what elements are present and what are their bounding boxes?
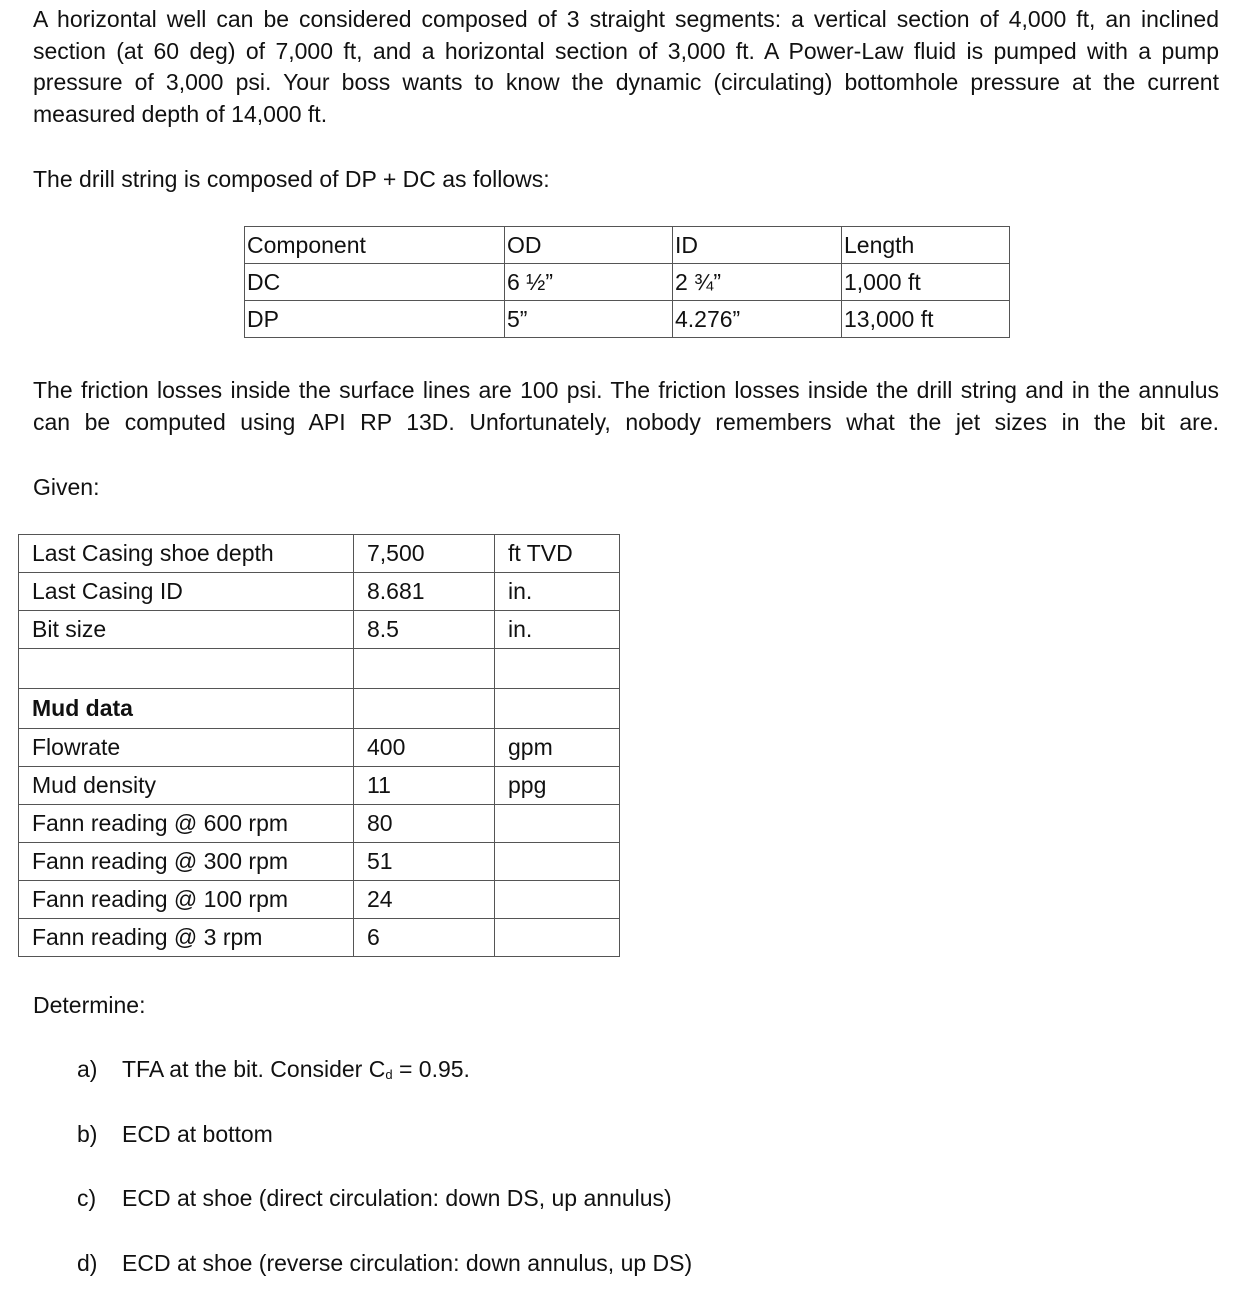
- cell-value: 24: [354, 881, 495, 919]
- cell-value: 6: [354, 919, 495, 957]
- table-row: [19, 805, 620, 843]
- question-text-end: = 0.95.: [392, 1056, 470, 1082]
- cell-label: Fann reading @ 100 rpm: [19, 881, 354, 919]
- question-label: b): [77, 1121, 98, 1147]
- cell-label: Flowrate: [19, 729, 354, 767]
- question-c: [77, 1185, 672, 1212]
- question-text: ECD at shoe (direct circulation: down DS, up annulus): [122, 1185, 672, 1211]
- cell-label: Mud density: [19, 767, 354, 805]
- cell-unit: gpm: [495, 729, 620, 767]
- table-row: [19, 919, 620, 957]
- cell-od: 6 ½”: [505, 264, 673, 301]
- given-label: Given:: [33, 474, 100, 500]
- question-text: ECD at bottom: [122, 1121, 273, 1147]
- cell-label: Bit size: [19, 611, 354, 649]
- table-row: [19, 689, 620, 729]
- table-row: [19, 611, 620, 649]
- cell-unit: [495, 649, 620, 689]
- table-row: [245, 301, 1010, 338]
- question-label: c): [77, 1185, 97, 1211]
- cell-label: [19, 649, 354, 689]
- section-heading: [19, 689, 354, 729]
- cell-value: [354, 649, 495, 689]
- question-text: TFA at the bit. Consider C: [122, 1056, 386, 1082]
- cell-value: 8.5: [354, 611, 495, 649]
- cell-id: 4.276”: [673, 301, 842, 338]
- cell-unit: [495, 689, 620, 729]
- cell-unit: [495, 843, 620, 881]
- cell-component: DP: [245, 301, 505, 338]
- cell-value: 7,500: [354, 535, 495, 573]
- table-row: [19, 729, 620, 767]
- cell-value: 8.681: [354, 573, 495, 611]
- table-row: [19, 649, 620, 689]
- cell-value: 400: [354, 729, 495, 767]
- header-id: ID: [673, 227, 842, 264]
- cell-label: Fann reading @ 600 rpm: [19, 805, 354, 843]
- cell-length: 13,000 ft: [842, 301, 1010, 338]
- given-data-table: [18, 534, 620, 957]
- cell-unit: [495, 881, 620, 919]
- drill-string-table: [244, 226, 1010, 338]
- friction-paragraph: The friction losses inside the surface lines are 100 psi. The friction losses inside the drill string and in the annulus can be computed using API RP 13D. Unfortunately, nobody remembers what the jet sizes in the bit are.: [33, 377, 1219, 435]
- cell-unit: in.: [495, 573, 620, 611]
- cell-value: 80: [354, 805, 495, 843]
- table-row: [19, 573, 620, 611]
- question-label: a): [77, 1056, 98, 1082]
- cell-value: 51: [354, 843, 495, 881]
- cell-unit: ft TVD: [495, 535, 620, 573]
- header-od: OD: [505, 227, 673, 264]
- cell-id: 2 ¾”: [673, 264, 842, 301]
- header-length: Length: [842, 227, 1010, 264]
- subscript-d: d: [385, 1067, 393, 1082]
- cell-unit: ppg: [495, 767, 620, 805]
- table-header-row: [245, 227, 1010, 264]
- question-label: d): [77, 1250, 98, 1276]
- cell-label: Last Casing ID: [19, 573, 354, 611]
- table-row: [19, 535, 620, 573]
- table-row: [19, 881, 620, 919]
- question-d: [77, 1250, 692, 1277]
- mud-data-heading: Mud data: [32, 695, 133, 721]
- cell-length: 1,000 ft: [842, 264, 1010, 301]
- cell-unit: in.: [495, 611, 620, 649]
- cell-label: Fann reading @ 300 rpm: [19, 843, 354, 881]
- table-row: [19, 767, 620, 805]
- header-component: Component: [245, 227, 505, 264]
- cell-value: [354, 689, 495, 729]
- problem-intro: A horizontal well can be considered composed of 3 straight segments: a vertical section of 4,000 ft, an inclined section (at 60 deg) of 7,000 ft, and a horizontal section of 3,000 ft. A Power-Law fluid is pumped with a pump pressure of 3,000 psi. Your boss wants to know the dynamic (circulating) bottomhole pressure at the current measured depth of 14,000 ft.: [33, 6, 1219, 127]
- cell-label: Last Casing shoe depth: [19, 535, 354, 573]
- cell-od: 5”: [505, 301, 673, 338]
- table-row: [245, 264, 1010, 301]
- determine-label: Determine:: [33, 992, 146, 1018]
- table-row: [19, 843, 620, 881]
- question-text: ECD at shoe (reverse circulation: down annulus, up DS): [122, 1250, 693, 1276]
- question-b: [77, 1121, 273, 1148]
- question-a: [77, 1056, 470, 1083]
- cell-unit: [495, 805, 620, 843]
- drill-string-intro: The drill string is composed of DP + DC as follows:: [33, 166, 550, 192]
- cell-unit: [495, 919, 620, 957]
- cell-value: 11: [354, 767, 495, 805]
- cell-label: Fann reading @ 3 rpm: [19, 919, 354, 957]
- cell-component: DC: [245, 264, 505, 301]
